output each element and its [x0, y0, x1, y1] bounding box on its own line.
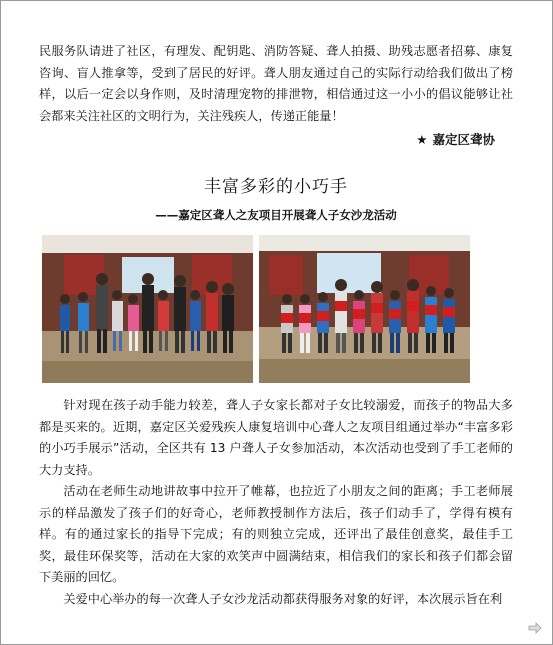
document-body	[39, 41, 513, 610]
group-photo-children-with-crafts-icon	[42, 235, 253, 383]
intro-paragraph: 民服务队请进了社区，有理发、配钥匙、消防答疑、聋人拍摄、助残志愿者招募、康复咨询、盲人推拿等，受到了居民的好评。聋人朋友通过自己的实际行动给我们做出了榜样，以后一定会以身作则，及时清理宠物的排泄物，相信通过这一小小的倡议能够让社会都来关注社区的文明行为，关注残疾人，传递正能量！	[39, 44, 513, 123]
photo-children-certificates	[259, 235, 470, 383]
body-paragraph-1: 针对现在孩子动手能力较差，聋人子女家长都对子女比较溺爱，而孩子的物品大多都是买来的。近期，嘉定区关爱残疾人康复培训中心聋人之友项目组通过举办“丰富多彩的小巧手展示”活动，全区共有 13 户聋人子女参加活动，本次活动也受到了手工老师的大力支持。	[39, 398, 513, 477]
group-photo-children-holding-red-certificates-icon	[259, 235, 470, 383]
next-page-arrow-icon[interactable]	[528, 620, 542, 634]
body-paragraph-3: 关爱中心举办的每一次聋人子女沙龙活动都获得服务对象的好评，本次展示旨在利	[63, 591, 503, 606]
photo-children-crafts	[42, 235, 253, 383]
signature-text: 嘉定区聋协	[432, 132, 495, 147]
star-icon: ★	[416, 132, 428, 147]
photo-row	[42, 235, 470, 383]
author-signature	[39, 130, 513, 148]
section-title: 丰富多彩的小巧手	[204, 177, 348, 197]
body-paragraph-2: 活动在老师生动地讲故事中拉开了帷幕，也拉近了小朋友之间的距离；手工老师展示的样品激发了孩子们的好奇心，老师教授制作方法后，孩子们动手了，学得有模有样。有的通过家长的指导下完成；有的则独立完成，还评出了最佳创意奖，最佳手工奖，最佳环保奖等，活动在大家的欢笑声中圆满结束，相信我们的家长和孩子们都会留下美丽的回忆。	[39, 484, 513, 584]
section-subtitle: ——嘉定区聋人之友项目开展聋人子女沙龙活动	[155, 208, 397, 222]
